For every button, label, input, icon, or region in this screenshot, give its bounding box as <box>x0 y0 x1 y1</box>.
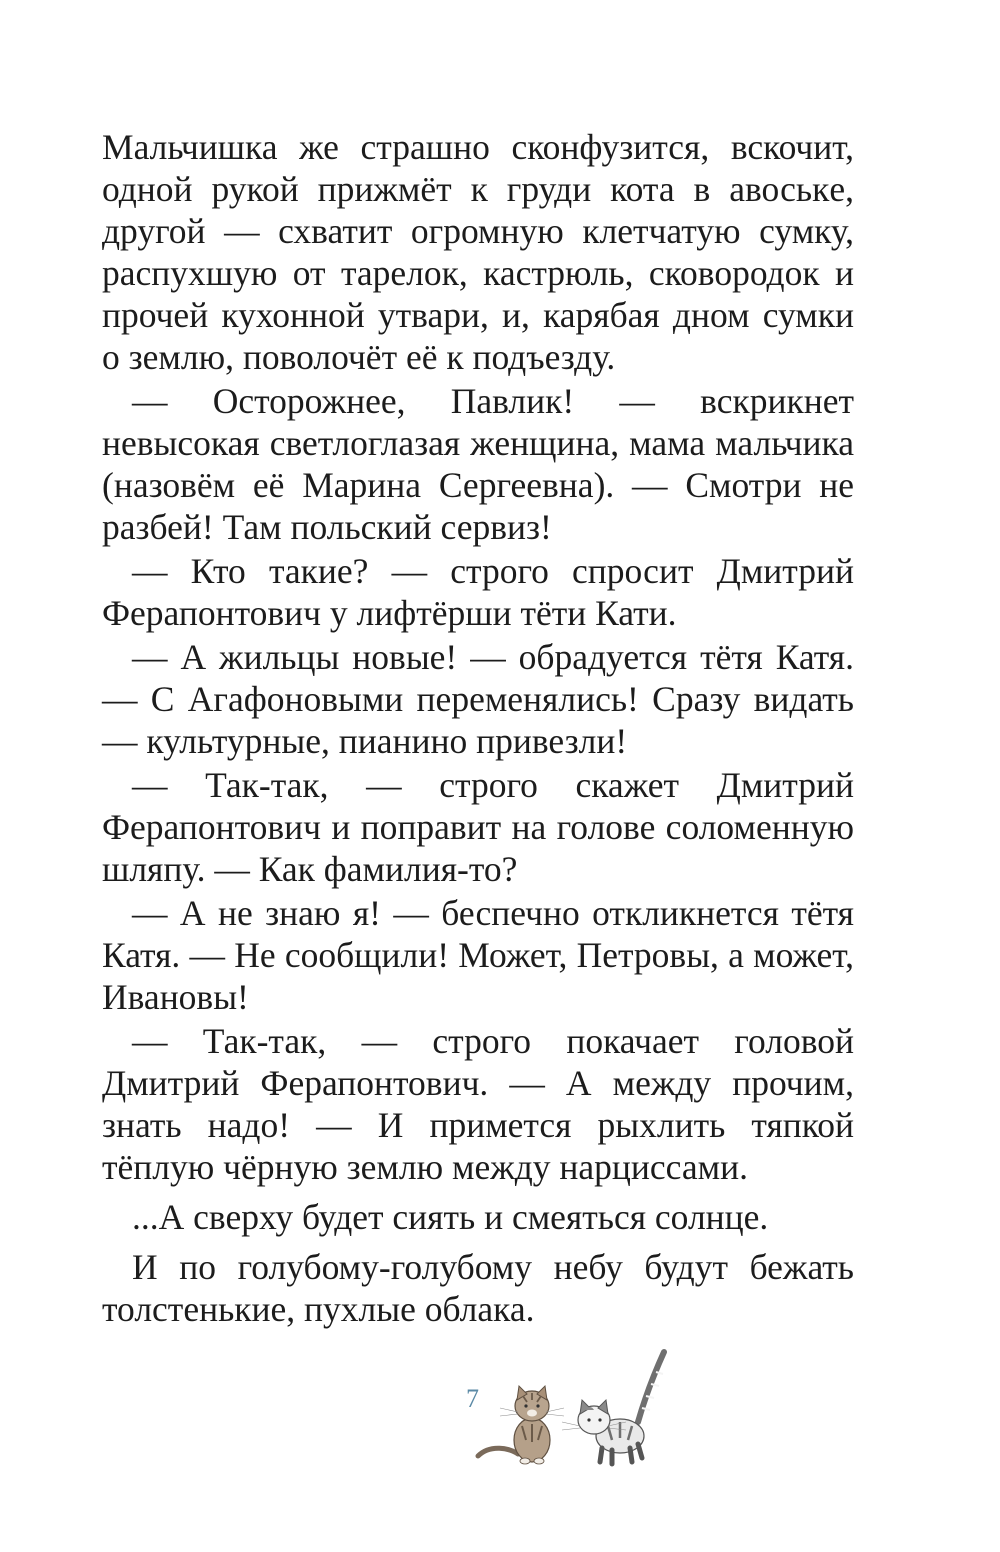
page-number: 7 <box>466 1384 479 1413</box>
paragraph: ...А сверху будет сиять и смеяться солнце. <box>132 1197 769 1237</box>
cats-illustration <box>470 1344 700 1474</box>
paragraph: — Так-так, — строго скажет Дмитрий Ферапонтович и поправит на голове соломенную шляпу. — Как фамилия-то? <box>102 765 854 889</box>
paragraph: — Осторожнее, Павлик! — вскрикнет невысокая светлоглазая женщина, мама мальчика (назовём её Марина Сергеевна). — Смотри не разбей! Там польский сервиз! <box>102 381 854 547</box>
grey-white-cat-icon <box>562 1352 664 1464</box>
paragraph: — Кто такие? — строго спросит Дмитрий Ферапонтович у лифтёрши тёти Кати. <box>102 551 854 633</box>
paragraph: Мальчишка же страшно сконфузится, вскочит, одной рукой прижмёт к груди кота в авоськe, другой — схватит огромную клетчатую сумку, распухшую от тарелок, кастрюль, сковородок и прочей кухонной утвари, и, карябая дном сумки о землю, поволочёт её к подъезду. <box>102 127 854 377</box>
paragraph: — А жильцы новые! — обрадуется тётя Катя. — С Агафоновыми переменялись! Сразу видать — культурные, пианино привезли! <box>102 637 854 761</box>
paragraph: — Так-так, — строго покачает головой Дмитрий Ферапонтович. — А между прочим, знать надо! — И примется рыхлить тяпкой тёплую чёрную землю между нарциссами. <box>102 1021 854 1187</box>
paragraph: — А не знаю я! — беспечно откликнется тётя Катя. — Не сообщили! Может, Петровы, а может, Ивановы! <box>102 893 854 1017</box>
paragraph: И по голубому-голубому небу будут бежать толстенькие, пухлые облака. <box>102 1247 854 1329</box>
page-body-text <box>102 126 854 1330</box>
tabby-cat-icon <box>478 1386 564 1464</box>
